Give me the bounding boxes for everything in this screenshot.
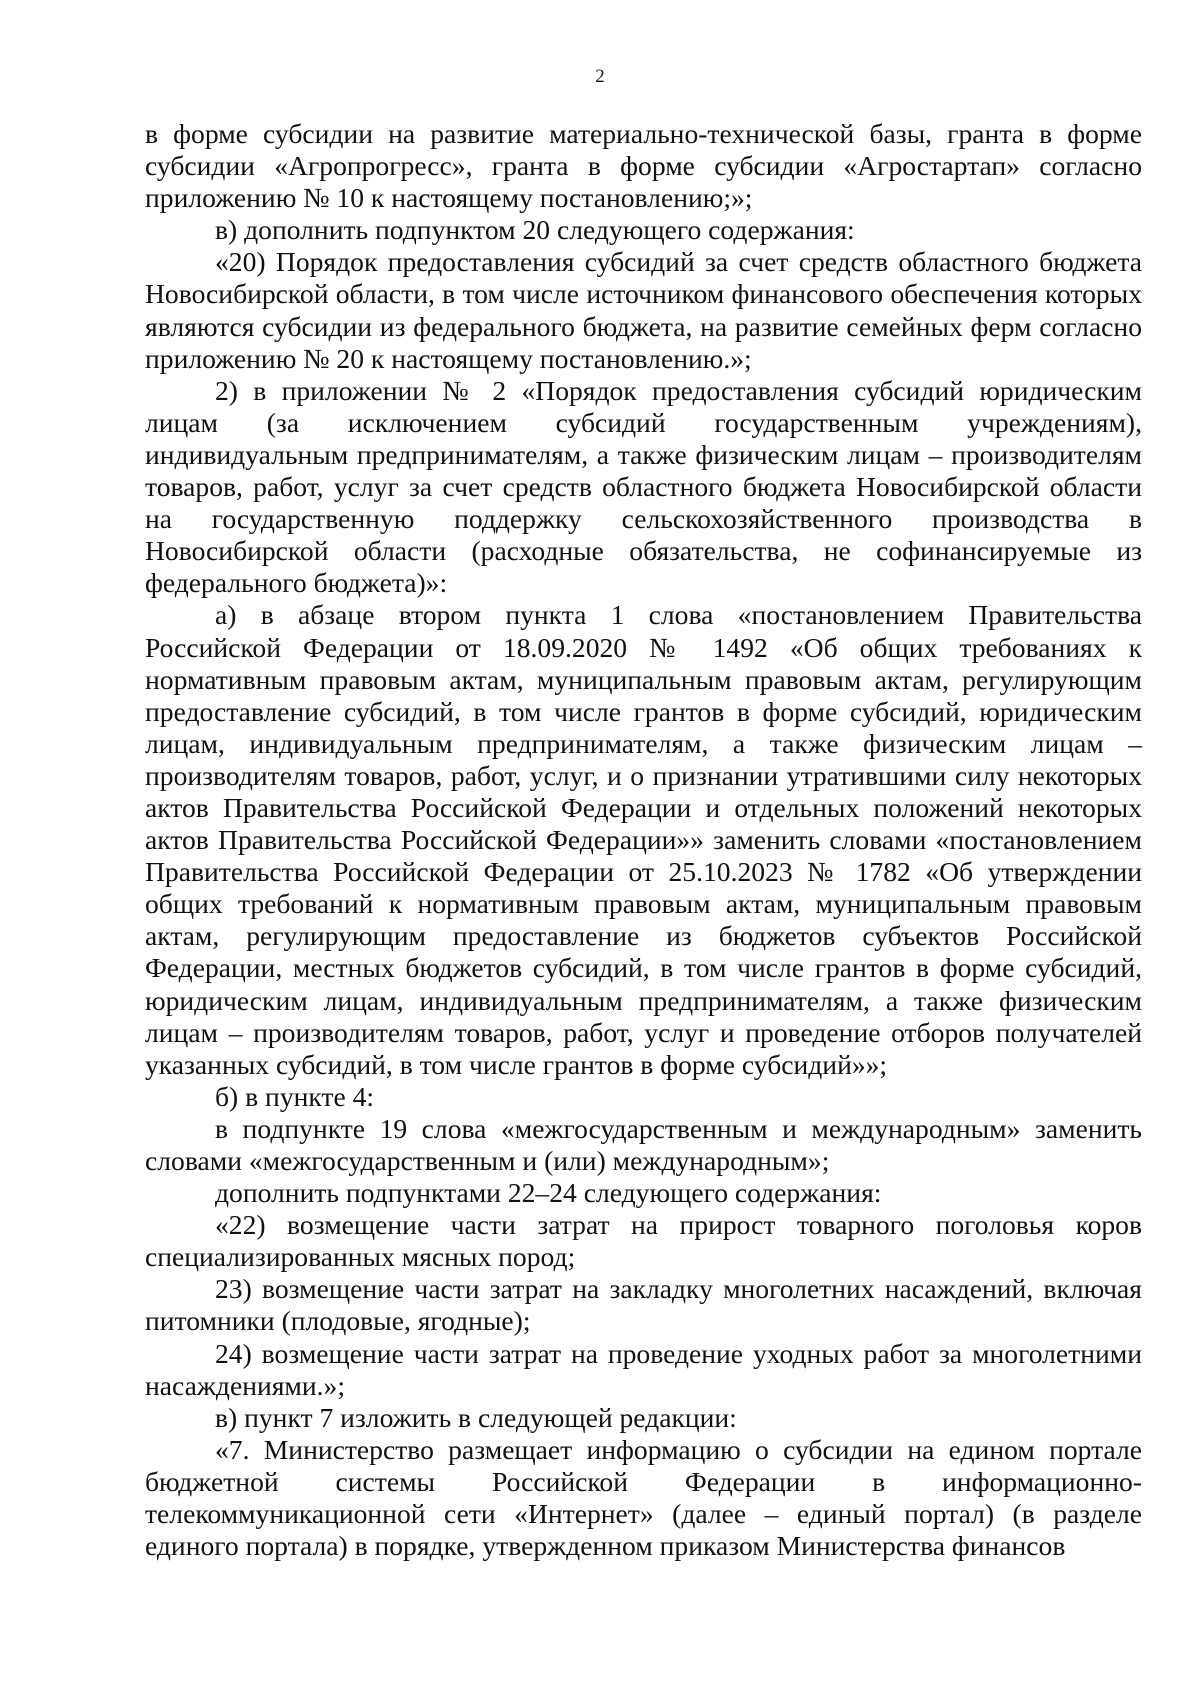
paragraph: б) в пункте 4: [215,1080,375,1112]
paragraph: «7. Министерство размещает информацию о субсидии на едином портале бюджетной системы Российской Федерации в информационно-телекоммуникационной сети «Интернет» (далее – единый портал) (в разделе единого портала) в порядке, утвержденном приказом Министерства финансов [145,1433,1142,1562]
paragraph: дополнить подпунктами 22–24 следующего содержания: [215,1177,882,1209]
paragraph: в) дополнить подпунктом 20 следующего содержания: [215,214,855,246]
paragraph: 24) возмещение части затрат на проведение уходных работ за многолетними насаждениями.»; [145,1337,1142,1401]
paragraph: в) пункт 7 изложить в следующей редакции: [215,1401,737,1433]
paragraph: «22) возмещение части затрат на прирост товарного поголовья коров специализированных мясных пород; [145,1209,1142,1273]
paragraph: а) в абзаце втором пункта 1 слова «постановлением Правительства Российской Федерации от 18.09.2020 № 1492 «Об общих требованиях к нормативным правовым актам, муниципальным правовым актам, регулирующим предоставление субсидий, в том числе грантов в форме субсидий, юридическим лицам, индивидуальным предпринимателям, а также физическим лицам – производителям товаров, работ, услуг, и о признании утратившими силу некоторых актов Правительства Российской Федерации и отдельных положений некоторых актов Правительства Российской Федерации»» заменить словами «постановлением Правительства Российской Федерации от 25.10.2023 № 1782 «Об утверждении общих требований к нормативным правовым актам, муниципальным правовым актам, регулирующим предоставление из бюджетов субъектов Российской Федерации, местных бюджетов субсидий, в том числе грантов в форме субсидий, юридическим лицам, индивидуальным предпринимателям, а также физическим лицам – производителям товаров, работ, услуг и проведение отборов получателей указанных субсидий, в том числе грантов в форме субсидий»»; [145,599,1142,1080]
paragraph: 2) в приложении № 2 «Порядок предоставления субсидий юридическим лицам (за исключением субсидий государственным учреждениям), индивидуальным предпринимателям, а также физическим лицам – производителям товаров, работ, услуг за счет средств областного бюджета Новосибирской области на государственную поддержку сельскохозяйственного производства в Новосибирской области (расходные обязательства, не софинансируемые из федерального бюджета)»: [145,374,1142,599]
paragraph: «20) Порядок предоставления субсидий за счет средств областного бюджета Новосибирской области, в том числе источником финансового обеспечения которых являются субсидии из федерального бюджета, на развитие семейных ферм согласно приложению № 20 к настоящему постановлению.»; [145,246,1142,374]
page-number: 2 [595,66,605,87]
paragraph: в подпункте 19 слова «межгосударственным и международным» заменить словами «межгосударственным и (или) международным»; [145,1112,1142,1176]
document-body [145,118,1142,1562]
paragraph: 23) возмещение части затрат на закладку многолетних насаждений, включая питомники (плодовые, ягодные); [145,1273,1142,1337]
paragraph: в форме субсидии на развитие материально-технической базы, гранта в форме субсидии «Агропрогресс», гранта в форме субсидии «Агростартап» согласно приложению № 10 к настоящему постановлению;»; [145,118,1142,214]
